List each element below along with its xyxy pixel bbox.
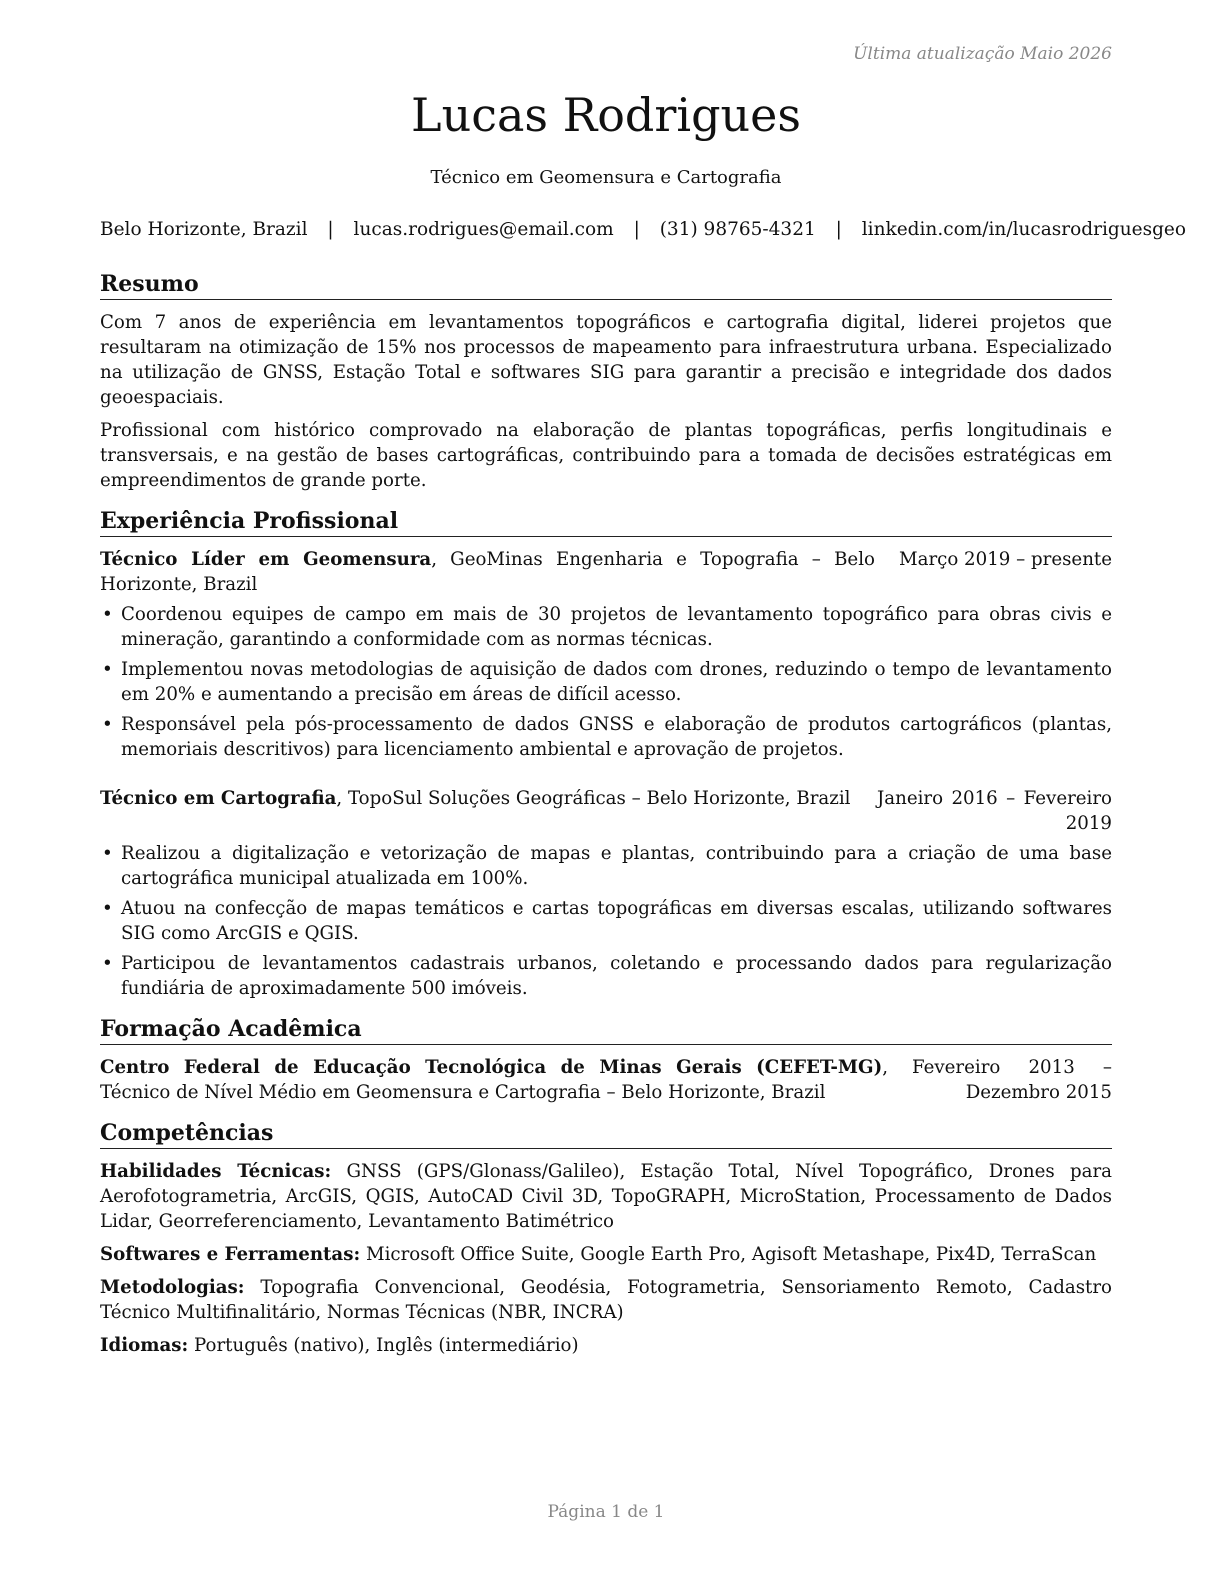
last-updated: Última atualização Maio 2026 xyxy=(853,44,1112,64)
contact-separator: | xyxy=(633,219,640,240)
job-role: Técnico Líder em Geomensura xyxy=(100,549,432,570)
contact-phone: (31) 98765-4321 xyxy=(659,219,816,240)
job-bullet: • Realizou a digitalização e vetorização de mapas e plantas, contribuindo para a criação de uma base cartográfica municipal atualizada em 100%. xyxy=(102,843,1112,889)
skill-item xyxy=(100,1242,1112,1267)
bullet-icon: • xyxy=(102,604,113,625)
skill-item xyxy=(100,1159,1112,1234)
skill-label: Metodologias: xyxy=(100,1277,245,1298)
candidate-title: Técnico em Geomensura e Cartografia xyxy=(430,167,782,188)
job-company: , GeoMinas Engenharia e Topografia – Belo Horizonte, Brazil xyxy=(100,549,875,595)
job-role: Técnico em Cartografia xyxy=(100,788,337,809)
job-bullets xyxy=(100,841,1112,1001)
job-header xyxy=(100,547,1112,597)
bullet-icon: • xyxy=(102,898,113,919)
contact-line xyxy=(100,219,1186,240)
job-dates: Março 2019 – presente xyxy=(898,549,1112,570)
education-dates: Fevereiro 2013 – Dezembro 2015 xyxy=(912,1057,1112,1103)
contact-separator: | xyxy=(835,219,842,240)
job-company: , TopoSul Soluções Geográficas – Belo Horizonte, Brazil xyxy=(336,788,851,809)
candidate-name: Lucas Rodrigues xyxy=(411,88,801,142)
summary-paragraph: Profissional com histórico comprovado na elaboração de plantas topográficas, perfis longitudinais e transversais, e na gestão de bases cartográficas, contribuindo para a tomada de decisões estratégicas em empreendimentos de grande porte. xyxy=(100,420,1112,491)
job-bullet: • Responsável pela pós-processamento de dados GNSS e elaboração de produtos cartográficos (plantas, memoriais descritivos) para licenciamento ambiental e aprovação de projetos. xyxy=(102,714,1112,760)
education-institution: Centro Federal de Educação Tecnológica de Minas Gerais (CEFET-MG) xyxy=(100,1057,883,1078)
skill-value: Microsoft Office Suite, Google Earth Pro, Agisoft Metashape, Pix4D, TerraScan xyxy=(360,1244,1097,1265)
bullet-icon: • xyxy=(102,714,113,735)
skill-item xyxy=(100,1275,1112,1325)
job-bullet: • Participou de levantamentos cadastrais urbanos, coletando e processando dados para regularização fundiária de aproximadamente 500 imóveis. xyxy=(102,953,1112,999)
summary-paragraph: Com 7 anos de experiência em levantamentos topográficos e cartografia digital, liderei projetos que resultaram na otimização de 15% nos processos de mapeamento para infraestrutura urbana. Especializado na utilização de GNSS, Estação Total e softwares SIG para garantir a precisão e integridade dos dados geoespaciais. xyxy=(100,312,1112,408)
job-bullet: • Atuou na confecção de mapas temáticos e cartas topográficas em diversas escalas, utilizando softwares SIG como ArcGIS e QGIS. xyxy=(102,898,1112,944)
resume-page xyxy=(100,0,1186,1584)
skill-label: Habilidades Técnicas: xyxy=(100,1161,332,1182)
resume-body xyxy=(100,270,1112,1372)
bullet-icon: • xyxy=(102,659,113,680)
contact-linkedin[interactable]: linkedin.com/in/lucasrodriguesgeo xyxy=(861,219,1186,240)
section-heading-summary: Resumo xyxy=(100,270,1112,300)
contact-separator: | xyxy=(327,219,334,240)
skill-value: Português (nativo), Inglês (intermediário) xyxy=(188,1335,579,1356)
bullet-icon: • xyxy=(102,843,113,864)
skill-label: Softwares e Ferramentas: xyxy=(100,1244,361,1265)
education-section xyxy=(100,1015,1112,1105)
education-detail: , Técnico de Nível Médio em Geomensura e Cartografia – Belo Horizonte, Brazil xyxy=(100,1057,888,1103)
experience-section xyxy=(100,507,1112,1001)
job-bullet: • Implementou novas metodologias de aquisição de dados com drones, reduzindo o tempo de levantamento em 20% e aumentando a precisão em áreas de difícil acesso. xyxy=(102,659,1112,705)
bullet-icon: • xyxy=(102,953,113,974)
contact-email[interactable]: lucas.rodrigues@email.com xyxy=(353,219,614,240)
job-header xyxy=(100,786,1112,836)
summary-section xyxy=(100,270,1112,493)
job-bullet: • Coordenou equipes de campo em mais de 30 projetos de levantamento topográfico para obras civis e mineração, garantindo a conformidade com as normas técnicas. xyxy=(102,604,1112,650)
section-heading-experience: Experiência Profissional xyxy=(100,507,1112,537)
job-bullets xyxy=(100,602,1112,762)
job-dates: Janeiro 2016 – Fevereiro 2019 xyxy=(877,788,1112,834)
skill-value: Topografia Convencional, Geodésia, Fotogrametria, Sensoriamento Remoto, Cadastro Técnico Multifinalitário, Normas Técnicas (NBR, INCRA) xyxy=(100,1277,1112,1323)
job-title-line xyxy=(100,786,853,811)
section-heading-skills: Competências xyxy=(100,1119,1112,1149)
skill-item xyxy=(100,1333,1112,1358)
contact-location: Belo Horizonte, Brazil xyxy=(100,219,308,240)
section-heading-education: Formação Acadêmica xyxy=(100,1015,1112,1045)
skill-label: Idiomas: xyxy=(100,1335,189,1356)
skill-value: GNSS (GPS/Glonass/Galileo), Estação Total, Nível Topográfico, Drones para Aerofotogrametria, ArcGIS, QGIS, AutoCAD Civil 3D, TopoGRAPH, MicroStation, Processamento de Dados Lidar, Georreferenciamento, Levantamento Batimétrico xyxy=(100,1161,1112,1232)
education-entry xyxy=(100,1055,1112,1105)
skills-section xyxy=(100,1119,1112,1358)
page-number: Página 1 de 1 xyxy=(547,1502,665,1522)
education-line xyxy=(100,1055,888,1105)
job-title-line xyxy=(100,547,875,597)
